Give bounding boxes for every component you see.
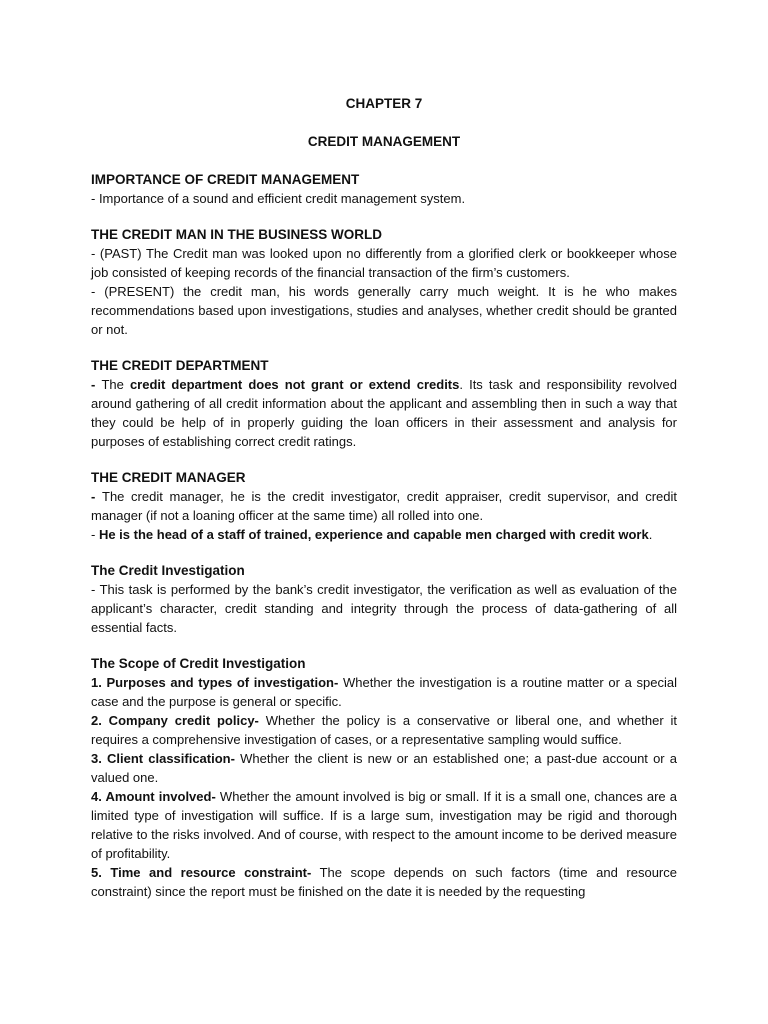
dash: - xyxy=(91,489,102,504)
section-heading: IMPORTANCE OF CREDIT MANAGEMENT xyxy=(91,172,360,187)
chapter-number: CHAPTER 7 xyxy=(345,96,423,111)
bold-text: He is the head of a staff of trained, experience and capable men charged with credit work xyxy=(98,527,649,542)
paragraph: - (PRESENT) the credit man, his words generally carry much weight. It is he who makes recommendations based upon investigations, studies and analyses, whether credit should be granted or not. xyxy=(91,284,677,337)
text: . Its task and responsibility revolved around gathering of all credit information about the applicant and assembling then in such a way that they could be help of in properly guiding the loan officers in their assessment and analysis for purposes of establishing correct credit ratings. xyxy=(91,377,677,449)
item-label: 3. Client classification- xyxy=(91,751,235,766)
item-text: Whether the client is new or an established one; a past-due account or a valued one. xyxy=(91,751,678,785)
item-label: 4. Amount involved- xyxy=(91,789,216,804)
list-item xyxy=(91,863,677,901)
item-label: 2. Company credit policy- xyxy=(91,713,259,728)
section-credit-department xyxy=(91,356,677,451)
text: . xyxy=(648,527,653,542)
list-item xyxy=(91,673,677,711)
text: The credit manager, he is the credit investigator, credit appraiser, credit supervisor, and credit manager (if not a loaning officer at the same time) all rolled into one. xyxy=(91,489,678,523)
paragraph xyxy=(91,487,677,525)
item-label: 1. Purposes and types of investigation- xyxy=(91,675,339,690)
item-text: Whether the policy is a conservative or liberal one, and whether it requires a comprehensive investigation of cases, or a representative sampling would suffice. xyxy=(91,713,677,747)
dash: - xyxy=(91,377,102,392)
item-label: 5. Time and resource constraint- xyxy=(91,865,312,880)
section-heading: THE CREDIT MAN IN THE BUSINESS WORLD xyxy=(91,227,383,242)
paragraph: - This task is performed by the bank’s credit investigator, the verification as well as evaluation of the applicant’s character, credit standing and integrity through the process of data-gathering of all essential facts. xyxy=(91,582,677,635)
list-item xyxy=(91,787,677,863)
section-importance xyxy=(91,170,677,208)
bold-text: credit department does not grant or extend credits xyxy=(129,377,460,392)
list-item xyxy=(91,711,677,749)
paragraph xyxy=(91,375,677,451)
list-item xyxy=(91,749,677,787)
section-heading: THE CREDIT DEPARTMENT xyxy=(91,358,269,373)
text: The xyxy=(101,377,130,392)
section-heading: The Scope of Credit Investigation xyxy=(91,656,306,671)
section-credit-manager xyxy=(91,468,677,544)
item-text: The scope depends on such factors (time and resource constraint) since the report must be finished on the date it is needed by the requesting xyxy=(91,865,677,899)
item-text: Whether the amount involved is big or small. If it is a small one, chances are a limited type of investigation will suffice. If is a large sum, investigation may be rigid and thorough relative to the risks involved. And of course, with respect to the amount income to be derived measure of profitability. xyxy=(91,789,677,861)
section-heading: The Credit Investigation xyxy=(91,563,245,578)
section-credit-man xyxy=(91,225,677,339)
item-text: Whether the investigation is a routine matter or a special case and the purpose is general or specific. xyxy=(91,675,677,709)
section-scope xyxy=(91,654,677,901)
paragraph xyxy=(91,525,677,544)
dash: - xyxy=(91,527,99,542)
chapter-title: CREDIT MANAGEMENT xyxy=(307,134,461,149)
section-heading: THE CREDIT MANAGER xyxy=(91,470,246,485)
section-credit-investigation xyxy=(91,561,677,637)
paragraph: - Importance of a sound and efficient credit management system. xyxy=(91,191,466,206)
paragraph: - (PAST) The Credit man was looked upon no differently from a glorified clerk or bookkeeper whose job consisted of keeping records of the financial transaction of the firm’s customers. xyxy=(91,246,677,280)
